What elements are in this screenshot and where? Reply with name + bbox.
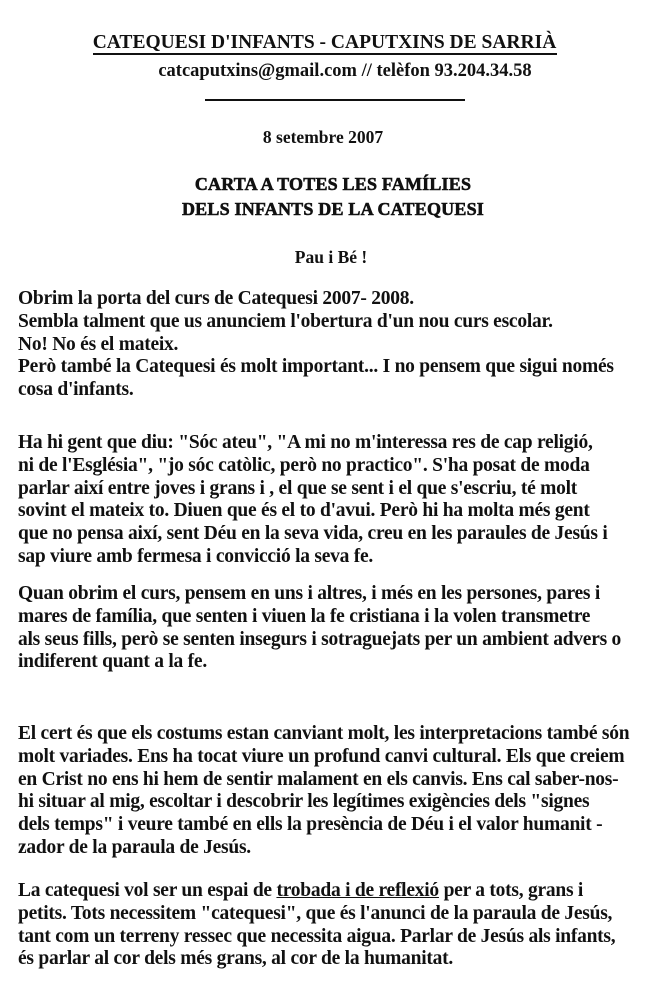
text-line: indiferent quant a la fe. [18,651,207,673]
organization-name: CATEQUESI D'INFANTS - CAPUTXINS DE SARRIÀ [92,32,557,53]
text-line: mares de família, que senten i viuen la fe cristiana i la volen transmetre [18,605,591,627]
paragraph-3 [18,583,650,674]
paragraph-5 [18,880,650,971]
letter-date: 8 setembre 2007 [262,127,384,147]
text-line: sovint el mateix to. Diuen que és el to d'avui. Però hi ha molta més gent [18,500,590,522]
text-line [18,880,650,903]
text-line: zador de la paraula de Jesús. [18,836,251,858]
text-line: que no pensa així, sent Déu en la seva vida, creu en les paraules de Jesús i [18,523,608,545]
text-line: tant com un terreny ressec que necessita aigua. Parlar de Jesús als infants, [18,925,616,947]
text-line: cosa d'infants. [18,379,134,401]
text-line: sap viure amb fermesa i convicció la seva fe. [18,545,374,567]
letter-title-line-1: CARTA A TOTES LES FAMÍLIES [194,174,472,194]
text-line: El cert és que els costums estan canviant molt, les interpretacions també són [18,723,630,744]
text-line: Sembla talment que us anunciem l'obertura d'un nou curs escolar. [18,310,553,332]
text-line: Quan obrim el curs, pensem en uns i altres, i més en les persones, pares i [18,583,601,604]
greeting: Pau i Bé ! [294,247,368,267]
letterhead-organization [0,32,650,54]
text-segment: per a tots, grans i [438,880,584,901]
underlined-phrase: trobada i de reflexió [276,880,439,901]
text-line: molt variades. Ens ha tocat viure un profund canvi cultural. Els que creiem [18,745,625,767]
text-line: en Crist no ens hi hem de sentir malament en els canvis. Ens cal saber-nos- [18,768,619,790]
text-line: Obrim la porta del curs de Catequesi 2007- 2008. [18,288,414,309]
text-line: petits. Tots necessitem "catequesi", que és l'anunci de la paraula de Jesús, [18,902,613,924]
text-line: és parlar al cor dels més grans, al cor de la humanitat. [18,948,454,970]
text-line: dels temps" i veure també en ells la presència de Déu i el valor humanit - [18,814,603,836]
text-line: hi situar al mig, escoltar i descobrir les legítimes exigències dels "signes [18,791,590,813]
text-line: No! No és el mateix. [18,333,179,355]
letter-title-line-2: DELS INFANTS DE LA CATEQUESI [181,199,484,219]
text-line: parlar així entre joves i grans i , el que se sent i el que s'escriu, té molt [18,477,577,499]
text-line: Però també la Catequesi és molt important... I no pensem que sigui només [18,356,614,378]
text-segment: La catequesi vol ser un espai de [18,880,277,901]
paragraph-1 [18,288,650,402]
divider [205,99,465,101]
text-line: Ha hi gent que diu: "Sóc ateu", "A mi no m'interessa res de cap religió, [18,432,593,453]
letterhead-contact: catcaputxins@gmail.com // telèfon 93.204.34.58 [158,61,532,81]
paragraph-2 [18,432,650,569]
text-line: ni de l'Església", "jo sóc catòlic, però no practico". S'ha posat de moda [18,454,590,476]
text-line: als seus fills, però se senten insegurs i sotraguejats per un ambient advers o [18,628,622,650]
paragraph-4 [18,723,650,860]
